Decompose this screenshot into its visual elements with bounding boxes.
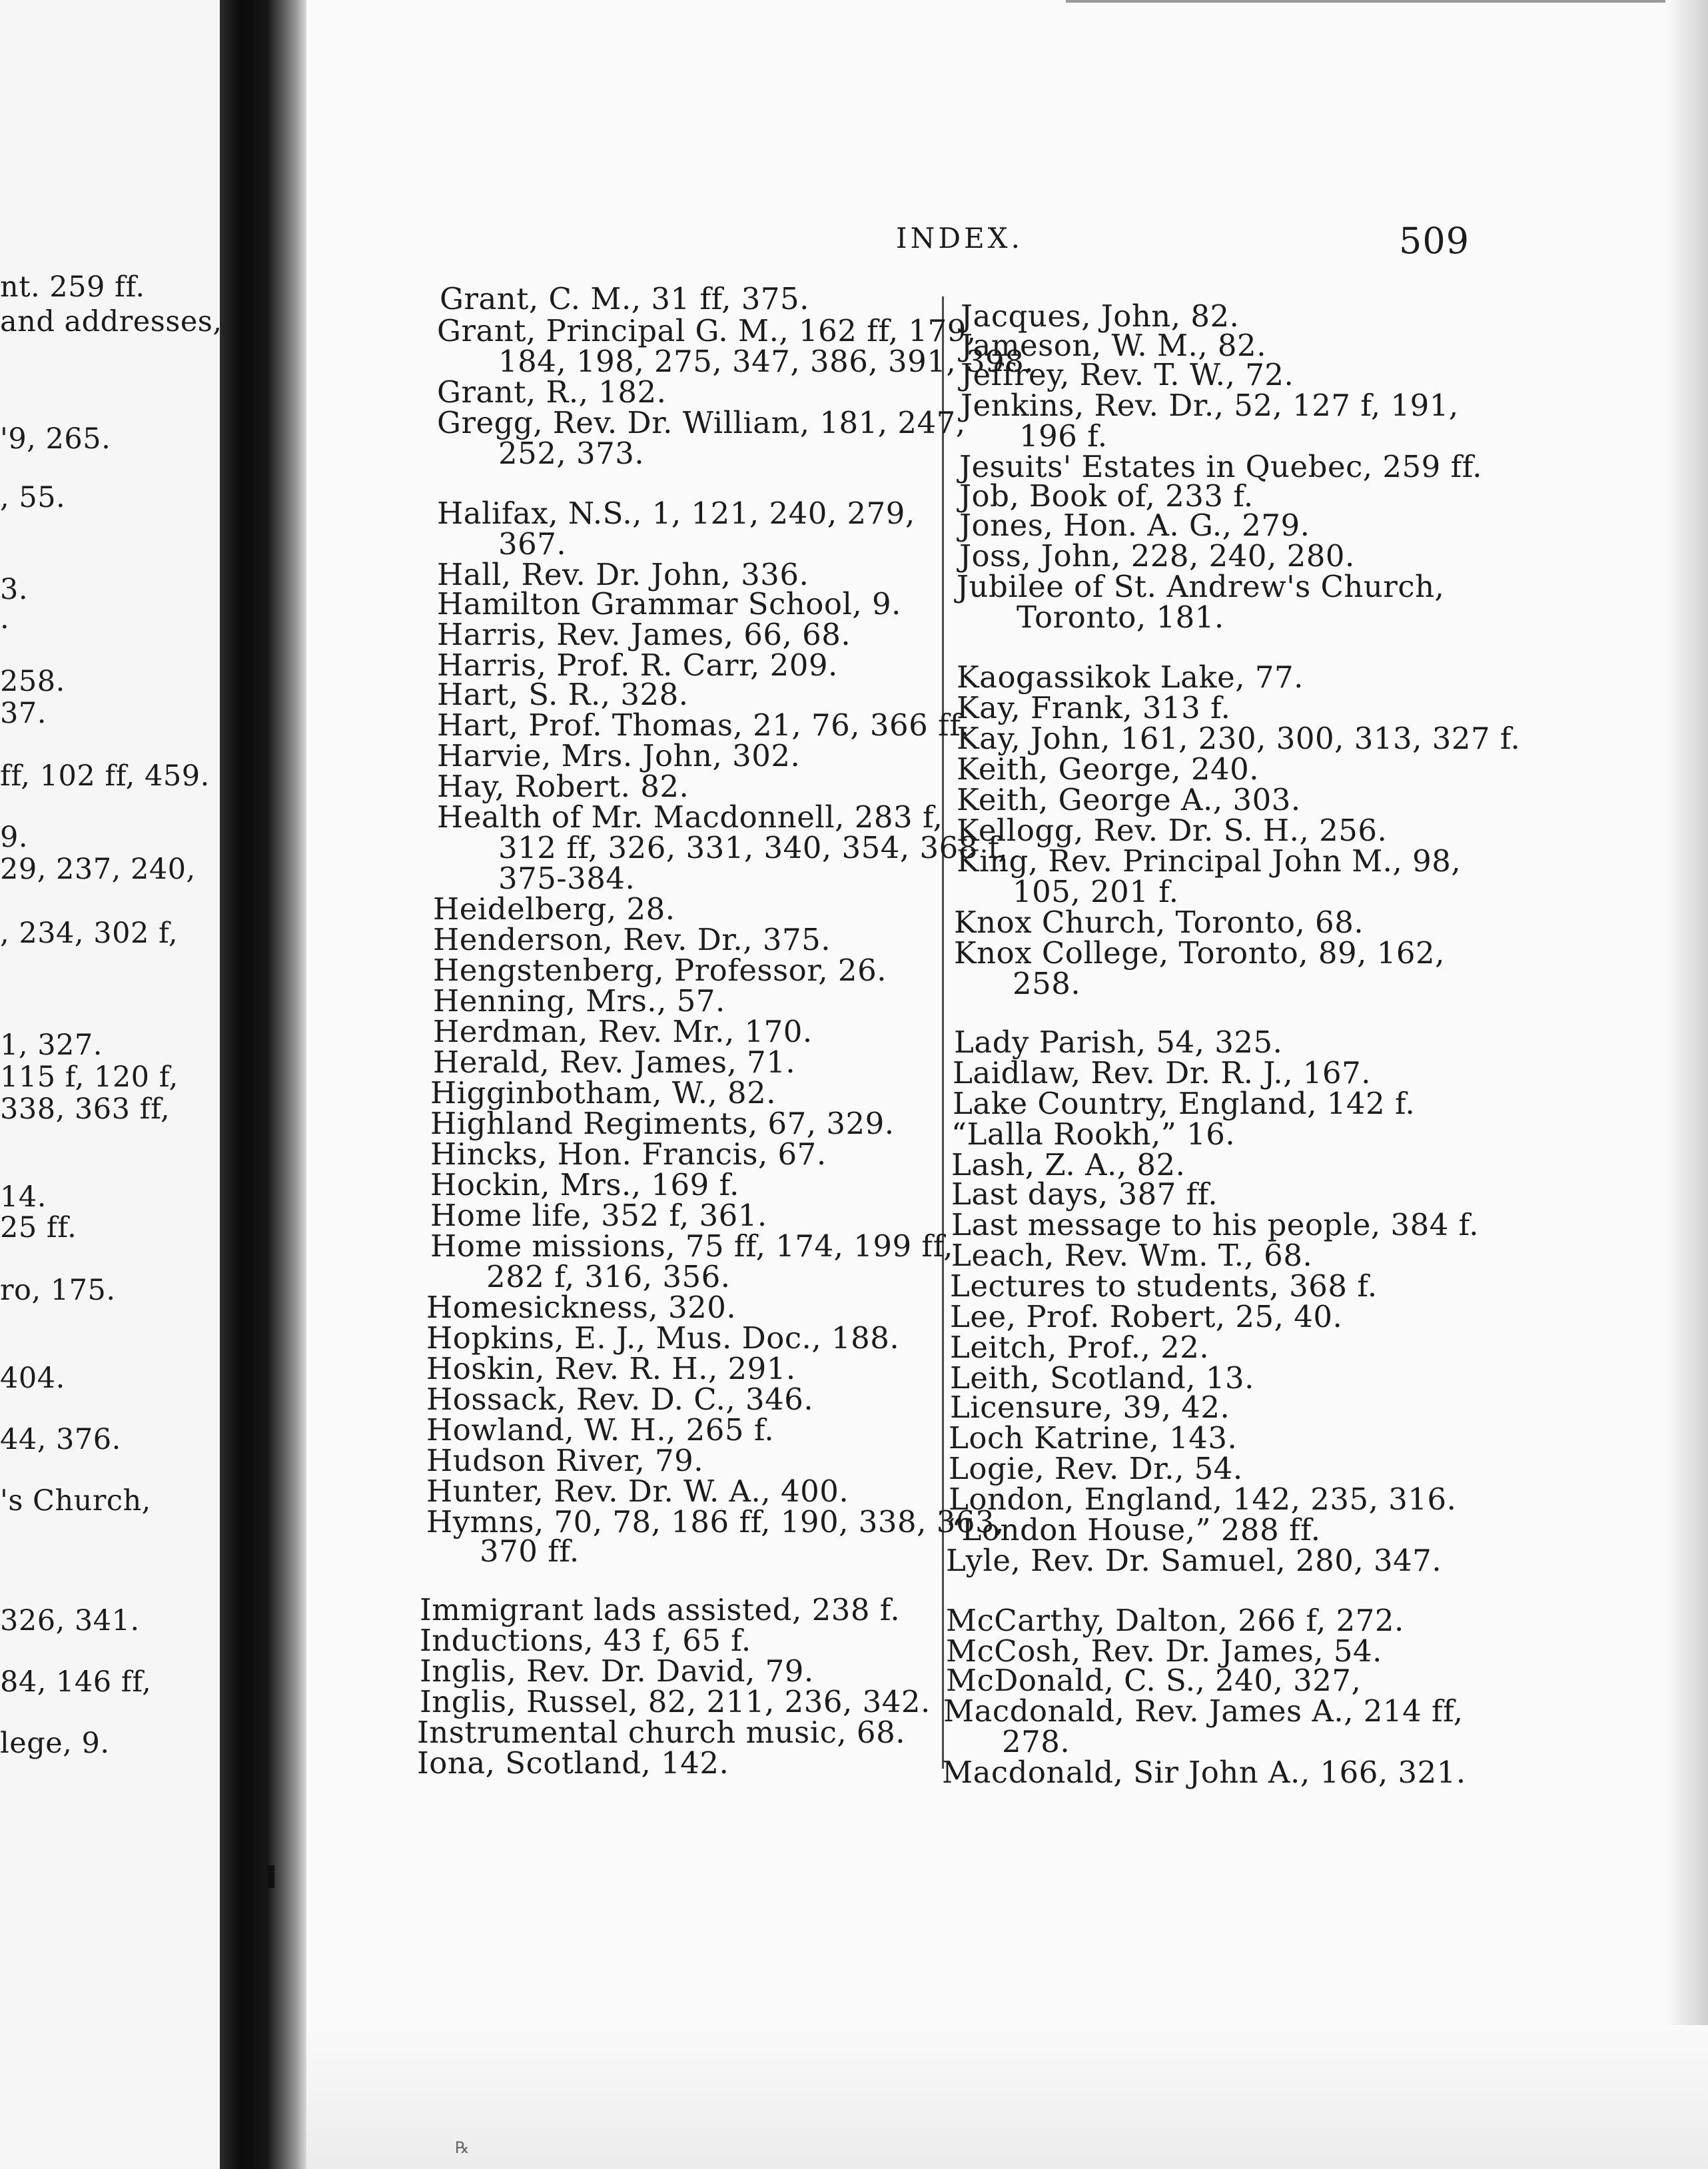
left-fragment-line: and addresses, (0, 305, 222, 338)
left-fragment-line: ro, 175. (0, 1274, 116, 1307)
index-entry: McCosh, Rev. Dr. James, 54. (946, 1633, 1382, 1669)
index-entry: Harvie, Mrs. John, 302. (437, 738, 801, 773)
index-entry: McCarthy, Dalton, 266 f, 272. (946, 1603, 1404, 1638)
left-fragment-line: , 234, 302 f, (0, 917, 179, 950)
left-fragment-line: 9. (0, 821, 29, 854)
index-entry: Jenkins, Rev. Dr., 52, 127 f, 191, (961, 388, 1459, 423)
index-entry: London, England, 142, 235, 316. (949, 1482, 1457, 1517)
left-fragment-line: 1, 327. (0, 1029, 103, 1062)
left-fragment-line: 84, 146 ff, (0, 1665, 152, 1699)
index-entry: Hymns, 70, 78, 186 ff, 190, 338, 363, (426, 1504, 1005, 1539)
index-entry: Lash, Z. A., 82. (951, 1147, 1186, 1182)
index-entry: Last days, 387 ff. (951, 1176, 1218, 1212)
left-fragment-line: 326, 341. (0, 1604, 140, 1637)
index-entry: Leitch, Prof., 22. (950, 1330, 1210, 1365)
index-entry: Jameson, W. M., 82. (961, 328, 1266, 363)
index-entry: Knox Church, Toronto, 68. (954, 905, 1364, 940)
left-fragment-line: , 55. (0, 481, 66, 514)
left-fragment-line: 14. (0, 1180, 47, 1214)
index-entry: Licensure, 39, 42. (950, 1390, 1230, 1425)
index-entry: Joss, John, 228, 240, 280. (959, 538, 1355, 574)
left-fragment-line: ff, 102 ff, 459. (0, 759, 210, 793)
left-fragment-line: 3. (0, 573, 29, 606)
index-entry-continuation: 184, 198, 275, 347, 386, 391, 398. (498, 344, 1035, 379)
index-entry-continuation: 278. (1002, 1724, 1070, 1759)
index-entry: Immigrant lads assisted, 238 f. (420, 1592, 901, 1627)
index-entry: Leith, Scotland, 13. (950, 1360, 1254, 1396)
index-entry: Howland, W. H., 265 f. (426, 1412, 775, 1448)
index-entry: Knox College, Toronto, 89, 162, (954, 935, 1445, 971)
index-entry: Leach, Rev. Wm. T., 68. (951, 1238, 1313, 1273)
index-entry: Higginbotham, W., 82. (430, 1075, 777, 1110)
index-entry: Hall, Rev. Dr. John, 336. (437, 557, 809, 592)
index-entry: Macdonald, Rev. James A., 214 ff, (943, 1693, 1464, 1729)
index-entry: Hincks, Hon. Francis, 67. (430, 1136, 827, 1172)
index-entry-continuation: 105, 201 f. (1013, 874, 1179, 909)
index-entry: Lyle, Rev. Dr. Samuel, 280, 347. (946, 1543, 1442, 1578)
index-entry: Jubilee of St. Andrew's Church, (957, 569, 1445, 604)
left-fragment-line: '9, 265. (0, 422, 111, 456)
book-gutter (220, 0, 306, 2169)
index-entry-continuation: 370 ff. (480, 1533, 580, 1569)
index-entry: Henderson, Rev. Dr., 375. (433, 922, 831, 957)
index-entry-continuation: 367. (498, 526, 567, 562)
left-fragment-line: 's Church, (0, 1484, 151, 1518)
page-edge-shadow (1665, 0, 1708, 2169)
index-entry: Macdonald, Sir John A., 166, 321. (942, 1755, 1466, 1790)
top-edge-rule (1066, 0, 1665, 3)
index-entry-continuation: 258. (1013, 966, 1081, 1001)
margin-ink-mark (268, 1865, 274, 1888)
index-entry: Hengstenberg, Professor, 26. (433, 953, 887, 988)
left-fragment-line: lege, 9. (0, 1727, 110, 1760)
left-fragment-line: 25 ff. (0, 1211, 77, 1244)
index-entry-continuation: 252, 373. (498, 436, 645, 471)
index-entry-continuation: 282 f, 316, 356. (486, 1259, 731, 1294)
index-entry: Lake Country, England, 142 f. (953, 1086, 1416, 1121)
index-entry: Inglis, Russel, 82, 211, 236, 342. (420, 1684, 931, 1719)
index-entry-continuation: 196 f. (1019, 418, 1108, 454)
index-entry: Homesickness, 320. (426, 1290, 737, 1325)
index-entry: Jesuits' Estates in Quebec, 259 ff. (959, 449, 1483, 484)
index-entry: Hart, S. R., 328. (437, 677, 689, 712)
index-entry: Kaogassikok Lake, 77. (957, 659, 1304, 695)
index-entry: Jeffrey, Rev. T. W., 72. (961, 357, 1294, 392)
left-fragment-line: 44, 376. (0, 1423, 121, 1456)
index-entry: Kay, Frank, 313 f. (957, 690, 1231, 725)
index-entry: Hunter, Rev. Dr. W. A., 400. (426, 1474, 849, 1509)
left-fragment-line: 338, 363 ff, (0, 1092, 171, 1126)
index-entry: Jones, Hon. A. G., 279. (959, 508, 1310, 543)
index-entry: Hamilton Grammar School, 9. (437, 586, 901, 622)
index-entry: King, Rev. Principal John M., 98, (957, 843, 1462, 879)
index-entry: Loch Katrine, 143. (949, 1420, 1238, 1456)
index-entry: Hart, Prof. Thomas, 21, 76, 366 ff. (437, 707, 970, 743)
left-fragment-line: 258. (0, 665, 65, 698)
left-fragment-line: 115 f, 120 f, (0, 1061, 179, 1094)
index-entry: Hay, Robert. 82. (437, 769, 689, 804)
index-entry: Harris, Rev. James, 66, 68. (437, 617, 851, 652)
stray-ink-mark: ℞ (455, 2138, 470, 2157)
index-entry: Last message to his people, 384 f. (951, 1207, 1480, 1242)
left-fragment-line: nt. 259 ff. (0, 270, 145, 304)
index-entry: Health of Mr. Macdonnell, 283 f, (437, 799, 943, 835)
index-entry: Inductions, 43 f, 65 f. (420, 1623, 751, 1658)
index-entry: Hockin, Mrs., 169 f. (430, 1167, 739, 1202)
page-bottom-shadow (280, 2025, 1708, 2169)
index-entry: Kellogg, Rev. Dr. S. H., 256. (957, 813, 1388, 848)
index-entry: Logie, Rev. Dr., 54. (949, 1451, 1243, 1486)
index-entry: Grant, C. M., 31 ff, 375. (440, 281, 809, 316)
page-number: 509 (1399, 220, 1470, 262)
index-entry: Hossack, Rev. D. C., 346. (426, 1382, 814, 1417)
index-entry: Lectures to students, 368 f. (950, 1268, 1378, 1304)
index-entry: Iona, Scotland, 142. (417, 1745, 729, 1781)
left-fragment-line: 29, 237, 240, (0, 853, 196, 886)
index-entry: Henning, Mrs., 57. (433, 983, 725, 1019)
index-entry: Lady Parish, 54, 325. (954, 1025, 1283, 1060)
index-entry: Grant, R., 182. (437, 374, 667, 410)
left-fragment-line: . (0, 602, 10, 636)
index-entry: Keith, George, 240. (957, 751, 1260, 787)
column-divider (942, 296, 944, 1769)
index-entry: McDonald, C. S., 240, 327, (946, 1663, 1362, 1698)
index-entry: Heidelberg, 28. (433, 891, 675, 927)
index-entry: Keith, George A., 303. (957, 782, 1301, 817)
index-entry: Highland Regiments, 67, 329. (430, 1106, 895, 1141)
index-entry-continuation: Toronto, 181. (1017, 600, 1224, 635)
index-entry: Gregg, Rev. Dr. William, 181, 247, (437, 405, 966, 440)
index-entry: Lee, Prof. Robert, 25, 40. (950, 1299, 1343, 1334)
index-entry: Job, Book of, 233 f. (959, 478, 1254, 514)
index-entry: Inglis, Rev. Dr. David, 79. (420, 1653, 814, 1689)
index-entry: “Lalla Rookh,” 16. (951, 1116, 1236, 1152)
index-entry-continuation: 375-384. (498, 861, 636, 896)
index-entry: Herdman, Rev. Mr., 170. (433, 1014, 813, 1049)
index-entry-continuation: 312 ff, 326, 331, 340, 354, 368 f, (498, 830, 1009, 865)
left-fragment-line: 404. (0, 1362, 65, 1395)
index-entry: Instrumental church music, 68. (417, 1715, 906, 1750)
index-entry: “London House,” 288 ff. (946, 1512, 1321, 1547)
index-entry: Harris, Prof. R. Carr, 209. (437, 648, 838, 683)
index-entry: Home life, 352 f, 361. (430, 1198, 767, 1233)
running-head: INDEX. (896, 222, 1023, 254)
index-entry: Jacques, John, 82. (961, 298, 1240, 334)
index-entry: Halifax, N.S., 1, 121, 240, 279, (437, 496, 915, 531)
left-fragment-line: 37. (0, 697, 47, 730)
index-entry: Grant, Principal G. M., 162 ff, 179, (437, 313, 977, 348)
index-entry: Home missions, 75 ff, 174, 199 ff, (430, 1228, 953, 1264)
index-entry: Hopkins, E. J., Mus. Doc., 188. (426, 1320, 900, 1356)
index-entry: Hudson River, 79. (426, 1443, 704, 1478)
index-entry: Herald, Rev. James, 71. (433, 1045, 796, 1080)
index-entry: Hoskin, Rev. R. H., 291. (426, 1351, 796, 1386)
index-entry: Kay, John, 161, 230, 300, 313, 327 f. (957, 721, 1521, 756)
index-entry: Laidlaw, Rev. Dr. R. J., 167. (953, 1055, 1372, 1090)
